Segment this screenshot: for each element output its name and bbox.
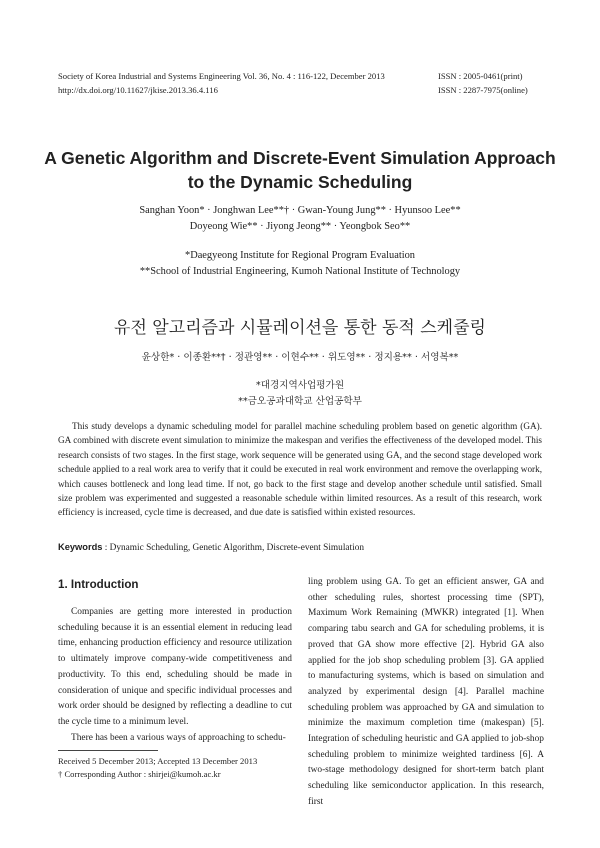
received-date: Received 5 December 2013; Accepted 13 December 2013	[58, 756, 258, 766]
section-heading-introduction: 1. Introduction	[58, 578, 139, 591]
intro-paragraph-2: There has been a various ways of approaching to schedu-	[71, 732, 286, 743]
right-column	[308, 575, 544, 811]
abstract	[58, 419, 542, 520]
affiliation-2: **School of Industrial Engineering, Kumoh National Institute of Technology	[139, 266, 461, 277]
abstract-text: This study develops a dynamic scheduling model for parallel machine scheduling problem based on genetic algorithm (GA). GA combined with discrete event simulation to minimize the makespan and verifies the effectiveness of the developed model. This research consists of two stages. In the first stage, work sequence will be generated using GA, and the second stage developed work schedule applied to a real work area to verify that it could be executed in real work environment and remove the overlapping work, which causes bottleneck and long lead time. If not, go back to the first stage and develop another schedule until satisfied. Small size problem was experimented and suggested a reasonable schedule within limited resources. As a result of this research, work efficiency is increased, cycle time is decreased, and due date is satisfied within existed resources.	[58, 421, 542, 518]
corresponding-author: † Corresponding Author : shirjei@kumoh.ac.kr	[58, 769, 221, 779]
keywords-text: : Dynamic Scheduling, Genetic Algorithm, Discrete-event Simulation	[104, 543, 364, 553]
korean-title: 유전 알고리즘과 시뮬레이션을 통한 동적 스케줄링	[114, 318, 486, 338]
korean-affiliation-1: *대경지역사업평가원	[255, 380, 345, 391]
journal-citation: Society of Korea Industrial and Systems Engineering Vol. 36, No. 4 : 116-122, December 2013	[58, 71, 385, 81]
left-column	[58, 605, 292, 746]
paper-title-line-1: A Genetic Algorithm and Discrete-Event Simulation Approach	[44, 148, 556, 168]
keywords	[58, 542, 364, 553]
doi-link[interactable]: http://dx.doi.org/10.11627/jkise.2013.36.4.116	[58, 85, 218, 95]
keywords-label: Keywords	[58, 542, 103, 552]
affiliation-1: *Daegyeong Institute for Regional Program Evaluation	[185, 250, 415, 261]
korean-authors: 윤상한* · 이종환**† · 정관영** · 이현수** · 위도영** · 정지용** · 서영복**	[141, 352, 459, 363]
issn-print: ISSN : 2005-0461(print)	[438, 71, 523, 81]
korean-affiliation-2: **금오공과대학교 산업공학부	[238, 396, 362, 407]
authors-line-2: Doyeong Wie** · Jiyong Jeong** · Yeongbok Seo**	[189, 221, 411, 232]
paper-title-line-2: to the Dynamic Scheduling	[187, 172, 413, 192]
intro-right-paragraph: ling problem using GA. To get an efficient answer, GA and other scheduling rules, shortest processing time (SPT), Maximum Work Remaining (MWKR) integrated [1]. When comparing tabu search and GA for scheduling problems, it is proved that GA show more effective [2]. Hybrid GA also applied for the job shop scheduling problem [3]. GA applied to manufacturing systems, which is based on simulation and analyzed by experimental design [4]. Parallel machine scheduling problem was approached by GA and simulation to minimize the maximum completion time (makespan) [5]. Integration of scheduling heuristic and GA applied to job-shop scheduling problem to minimize weighted tardiness [6]. A two-stage methodology designed for short-term batch plant scheduling like semiconductor application. In this research, first	[308, 577, 544, 807]
footnote-divider	[58, 750, 158, 751]
issn-online: ISSN : 2287-7975(online)	[438, 85, 528, 95]
intro-paragraph-1: Companies are getting more interested in production scheduling because it is an essential element in reducing lead time, enhancing production efficiency and resource utilization to ultimately improve company-wide competitiveness and productivity. To this end, scheduling should be made in consideration of unique and specific individual processes and work order should be designed by reflecting a deadline to cut the cycle time to a minimum level.	[58, 607, 292, 727]
authors-line-1: Sanghan Yoon* · Jonghwan Lee**† · Gwan-Young Jung** · Hyunsoo Lee**	[139, 205, 461, 216]
